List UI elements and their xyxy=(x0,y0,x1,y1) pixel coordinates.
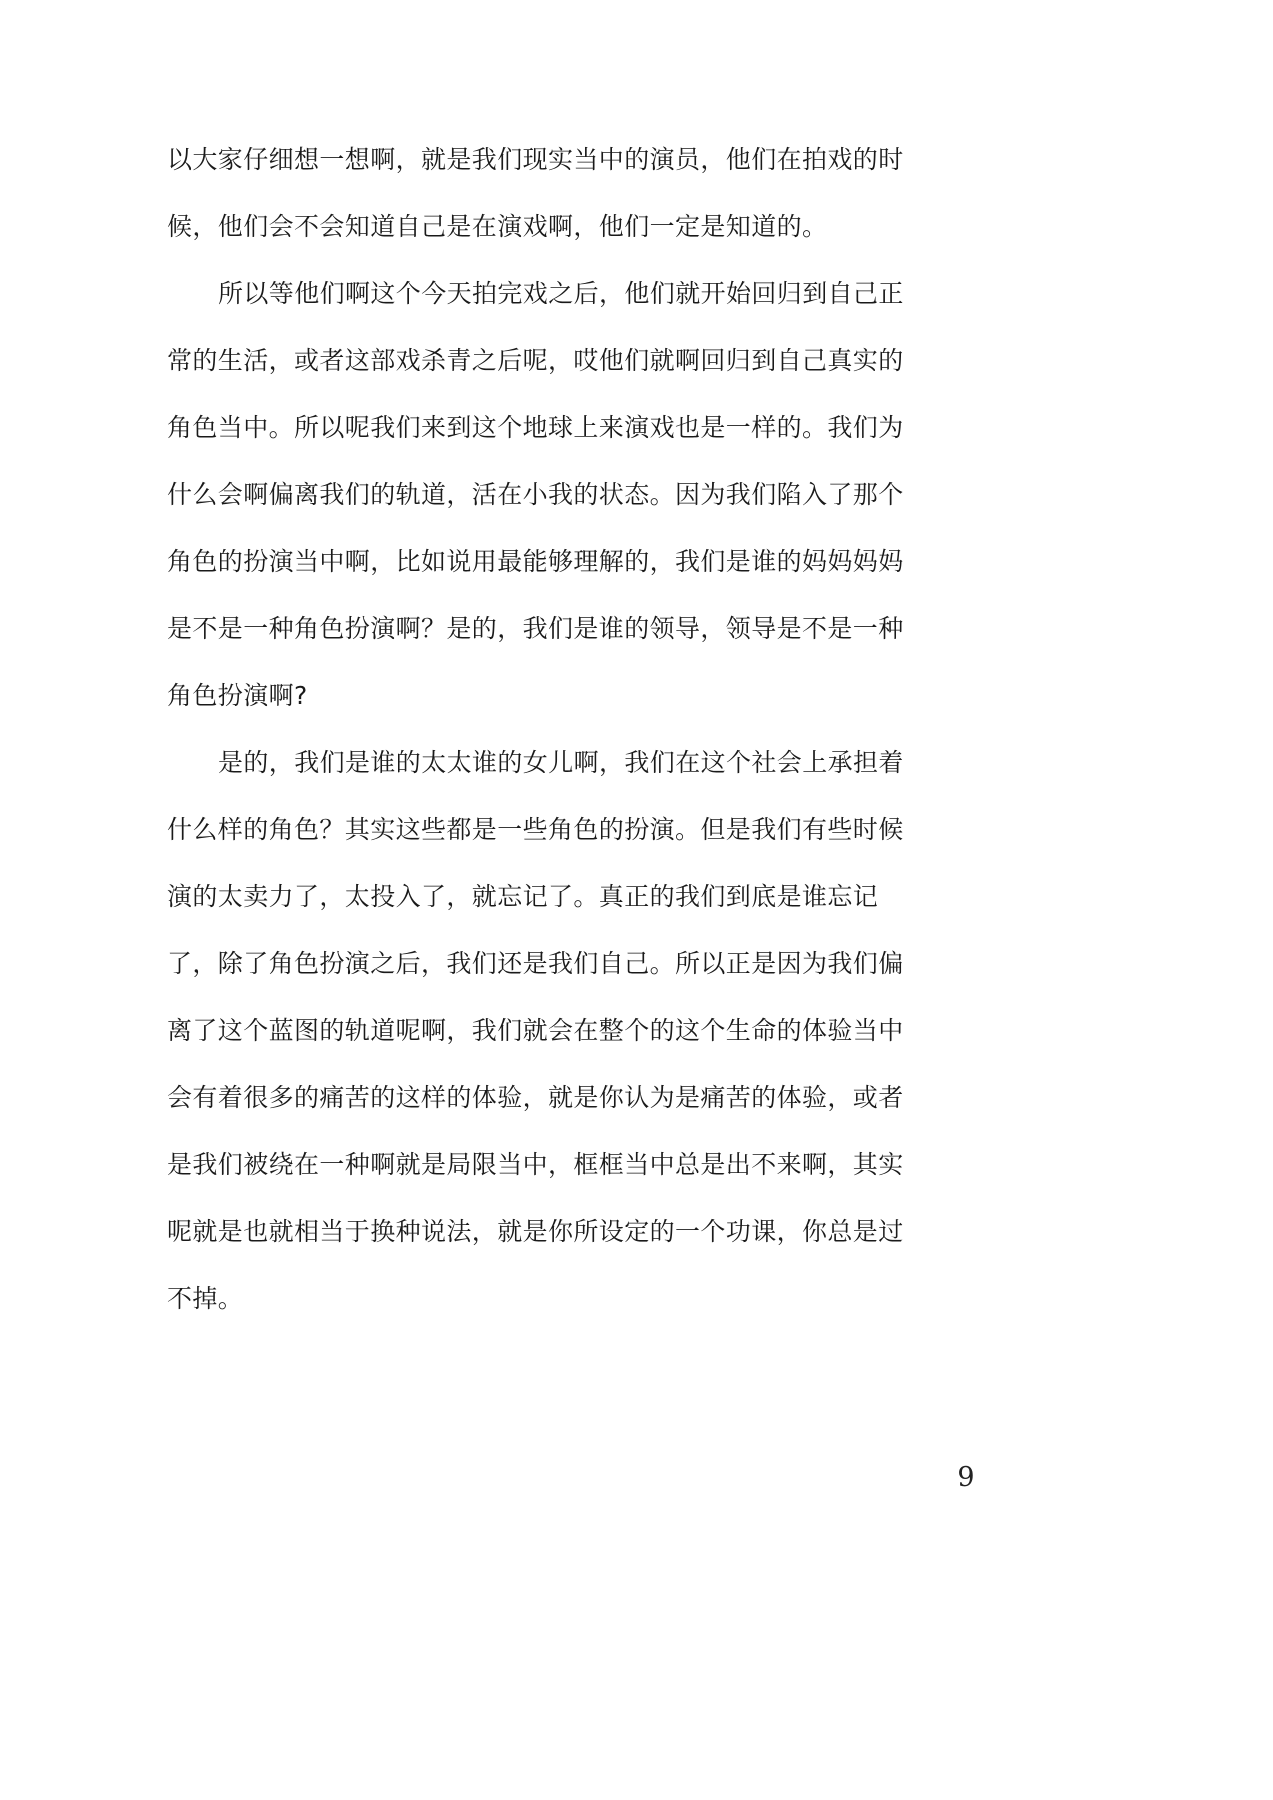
text-line: 候，他们会不会知道自己是在演戏啊，他们一定是知道的。 xyxy=(167,212,828,241)
text-line: 是我们被绕在一种啊就是局限当中，框框当中总是出不来啊，其实 xyxy=(167,1150,904,1179)
text-line: 演的太卖力了，太投入了，就忘记了。真正的我们到底是谁忘记 xyxy=(167,882,879,911)
text-line: 离了这个蓝图的轨道呢啊，我们就会在整个的这个生命的体验当中 xyxy=(167,1016,904,1045)
text-line: 是的，我们是谁的太太谁的女儿啊，我们在这个社会上承担着 xyxy=(218,748,904,777)
text-line: 角色扮演啊? xyxy=(167,681,308,710)
text-line: 所以等他们啊这个今天拍完戏之后，他们就开始回归到自己正 xyxy=(218,279,904,308)
text-line: 会有着很多的痛苦的这样的体验，就是你认为是痛苦的体验，或者 xyxy=(167,1083,904,1112)
text-line: 是不是一种角色扮演啊？是的，我们是谁的领导，领导是不是一种 xyxy=(167,614,904,643)
page-number: 9 xyxy=(957,1462,975,1493)
text-line: 呢就是也就相当于换种说法，就是你所设定的一个功课，你总是过 xyxy=(167,1217,904,1246)
text-line: 不掉。 xyxy=(167,1284,244,1313)
text-line: 什么样的角色？其实这些都是一些角色的扮演。但是我们有些时候 xyxy=(167,815,904,844)
text-line: 以大家仔细想一想啊，就是我们现实当中的演员，他们在拍戏的时 xyxy=(167,145,904,174)
text-line: 什么会啊偏离我们的轨道，活在小我的状态。因为我们陷入了那个 xyxy=(167,480,904,509)
text-line: 了，除了角色扮演之后，我们还是我们自己。所以正是因为我们偏 xyxy=(167,949,904,978)
text-line: 常的生活，或者这部戏杀青之后呢，哎他们就啊回归到自己真实的 xyxy=(167,346,904,375)
text-line: 角色的扮演当中啊，比如说用最能够理解的，我们是谁的妈妈妈妈 xyxy=(167,547,904,576)
text-line: 角色当中。所以呢我们来到这个地球上来演戏也是一样的。我们为 xyxy=(167,413,904,442)
